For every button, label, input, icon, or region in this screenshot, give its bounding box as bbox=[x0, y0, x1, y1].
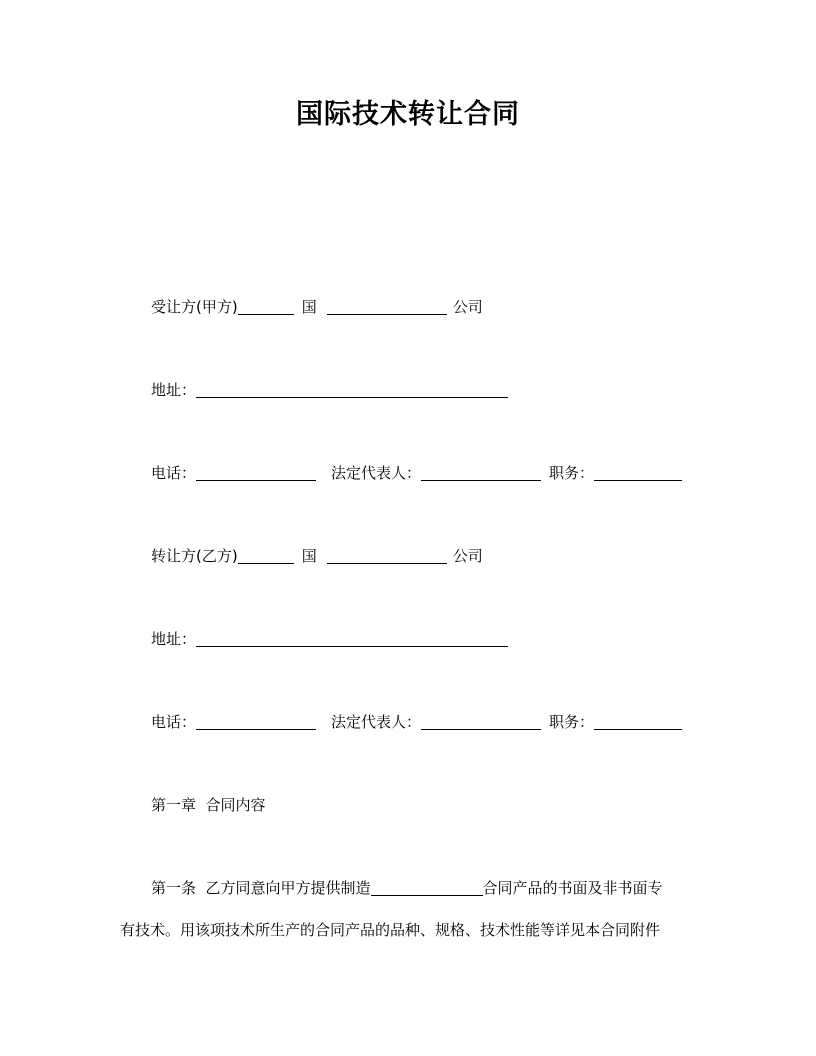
party-b-rep-label: 法定代表人： bbox=[331, 713, 422, 731]
party-a-line bbox=[151, 297, 483, 317]
party-a-position-label: 职务： bbox=[549, 464, 595, 482]
party-a-rep-blank bbox=[421, 464, 541, 481]
party-b-phone-label: 电话： bbox=[151, 713, 197, 731]
party-b-label: 转让方(乙方) bbox=[151, 547, 238, 565]
article-1-part-2: 合同产品的书面及非书面专 bbox=[482, 879, 663, 897]
party-a-company-blank bbox=[327, 298, 447, 315]
party-a-country-suffix: 国 bbox=[301, 298, 317, 316]
party-a-phone-label: 电话： bbox=[151, 464, 197, 482]
party-b-line bbox=[151, 546, 483, 566]
party-a-country-blank bbox=[238, 298, 294, 315]
party-b-country-suffix: 国 bbox=[301, 547, 317, 565]
party-a-address-label: 地址： bbox=[151, 381, 197, 399]
party-b-position-blank bbox=[594, 713, 682, 730]
party-a-company-suffix: 公司 bbox=[452, 298, 483, 316]
party-a-position-blank bbox=[594, 464, 682, 481]
party-a-rep-label: 法定代表人： bbox=[331, 464, 422, 482]
article-1-part-1: 第一条 乙方同意向甲方提供制造 bbox=[151, 879, 371, 897]
party-b-contact-line bbox=[151, 712, 682, 732]
article-1-line-2 bbox=[120, 920, 660, 940]
party-b-address-line bbox=[151, 629, 508, 649]
party-a-phone-blank bbox=[196, 464, 316, 481]
article-1-line-1 bbox=[151, 878, 663, 898]
party-b-rep-blank bbox=[421, 713, 541, 730]
party-b-country-blank bbox=[238, 547, 294, 564]
article-1-line-2-text: 有技术。用该项技术所生产的合同产品的品种、规格、技术性能等详见本合同附件 bbox=[120, 921, 661, 939]
document-title: 国际技术转让合同 bbox=[296, 99, 520, 130]
article-1-product-blank bbox=[371, 879, 483, 896]
party-b-company-blank bbox=[327, 547, 447, 564]
chapter-1-heading bbox=[151, 795, 266, 815]
party-b-phone-blank bbox=[196, 713, 316, 730]
party-a-address-blank bbox=[196, 381, 508, 398]
party-b-address-blank bbox=[196, 630, 508, 647]
party-a-contact-line bbox=[151, 463, 682, 483]
party-b-company-suffix: 公司 bbox=[452, 547, 483, 565]
party-b-position-label: 职务： bbox=[549, 713, 595, 731]
party-a-label: 受让方(甲方) bbox=[151, 298, 238, 316]
chapter-1-heading-text: 第一章 合同内容 bbox=[151, 796, 266, 814]
party-b-address-label: 地址： bbox=[151, 630, 197, 648]
party-a-address-line bbox=[151, 380, 508, 400]
